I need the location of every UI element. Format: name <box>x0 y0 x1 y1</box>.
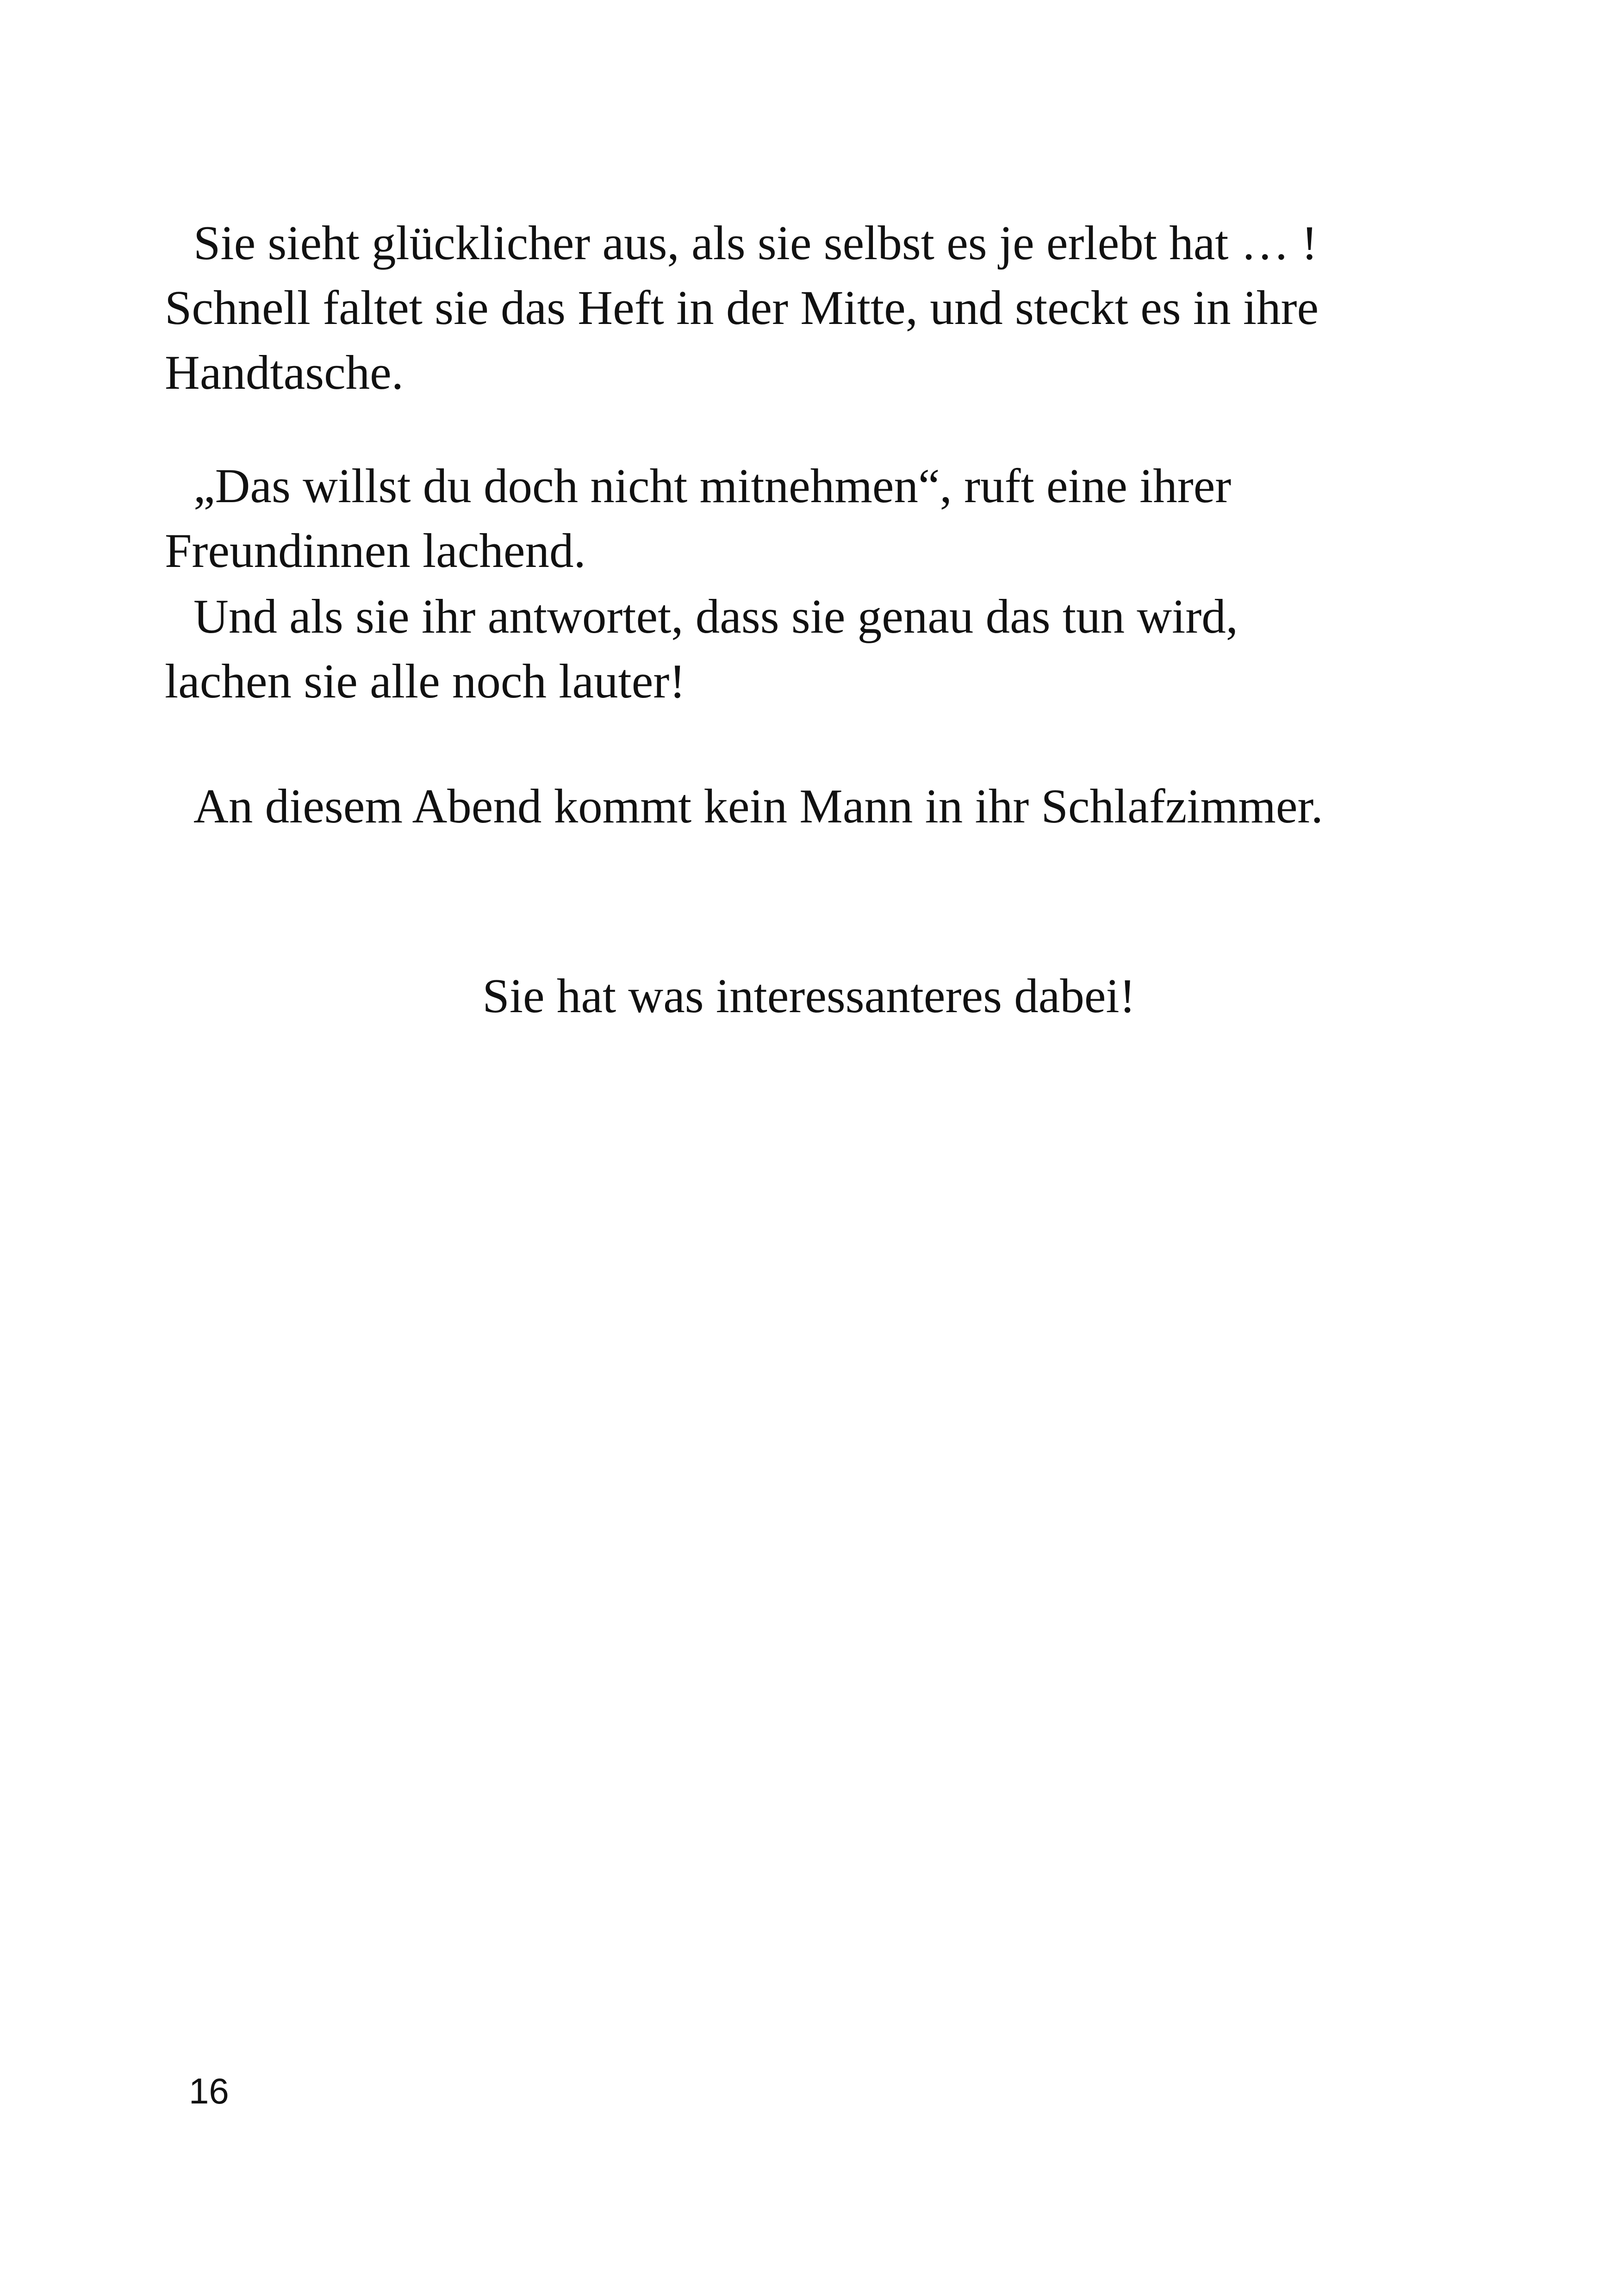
closing-line <box>0 964 1618 1028</box>
paragraph-line: Handtasche. <box>165 345 404 399</box>
page-number: 16 <box>189 2071 229 2111</box>
paragraph-line: An diesem Abend kommt kein Mann in ihr Schlafzimmer. <box>193 779 1323 833</box>
paragraph-3 <box>165 584 1414 714</box>
paragraph-line: Schnell faltet sie das Heft in der Mitte, und steckt es in ihre <box>165 280 1319 335</box>
paragraph-line: Freundinnen lachend. <box>165 523 586 578</box>
paragraph-4 <box>165 774 1414 839</box>
paragraph-line: Sie hat was interessanteres dabei! <box>482 969 1136 1023</box>
paragraph-1 <box>165 211 1414 405</box>
paragraph-line: lachen sie alle noch lauter! <box>165 654 686 708</box>
paragraph-line: Und als sie ihr antwortet, dass sie genau das tun wird, <box>193 589 1238 643</box>
paragraph-2 <box>165 454 1414 583</box>
paragraph-line: „Das willst du doch nicht mitnehmen“, ruft eine ihrer <box>193 459 1232 513</box>
paragraph-line: Sie sieht glücklicher aus, als sie selbst es je erlebt hat … ! <box>193 216 1318 270</box>
